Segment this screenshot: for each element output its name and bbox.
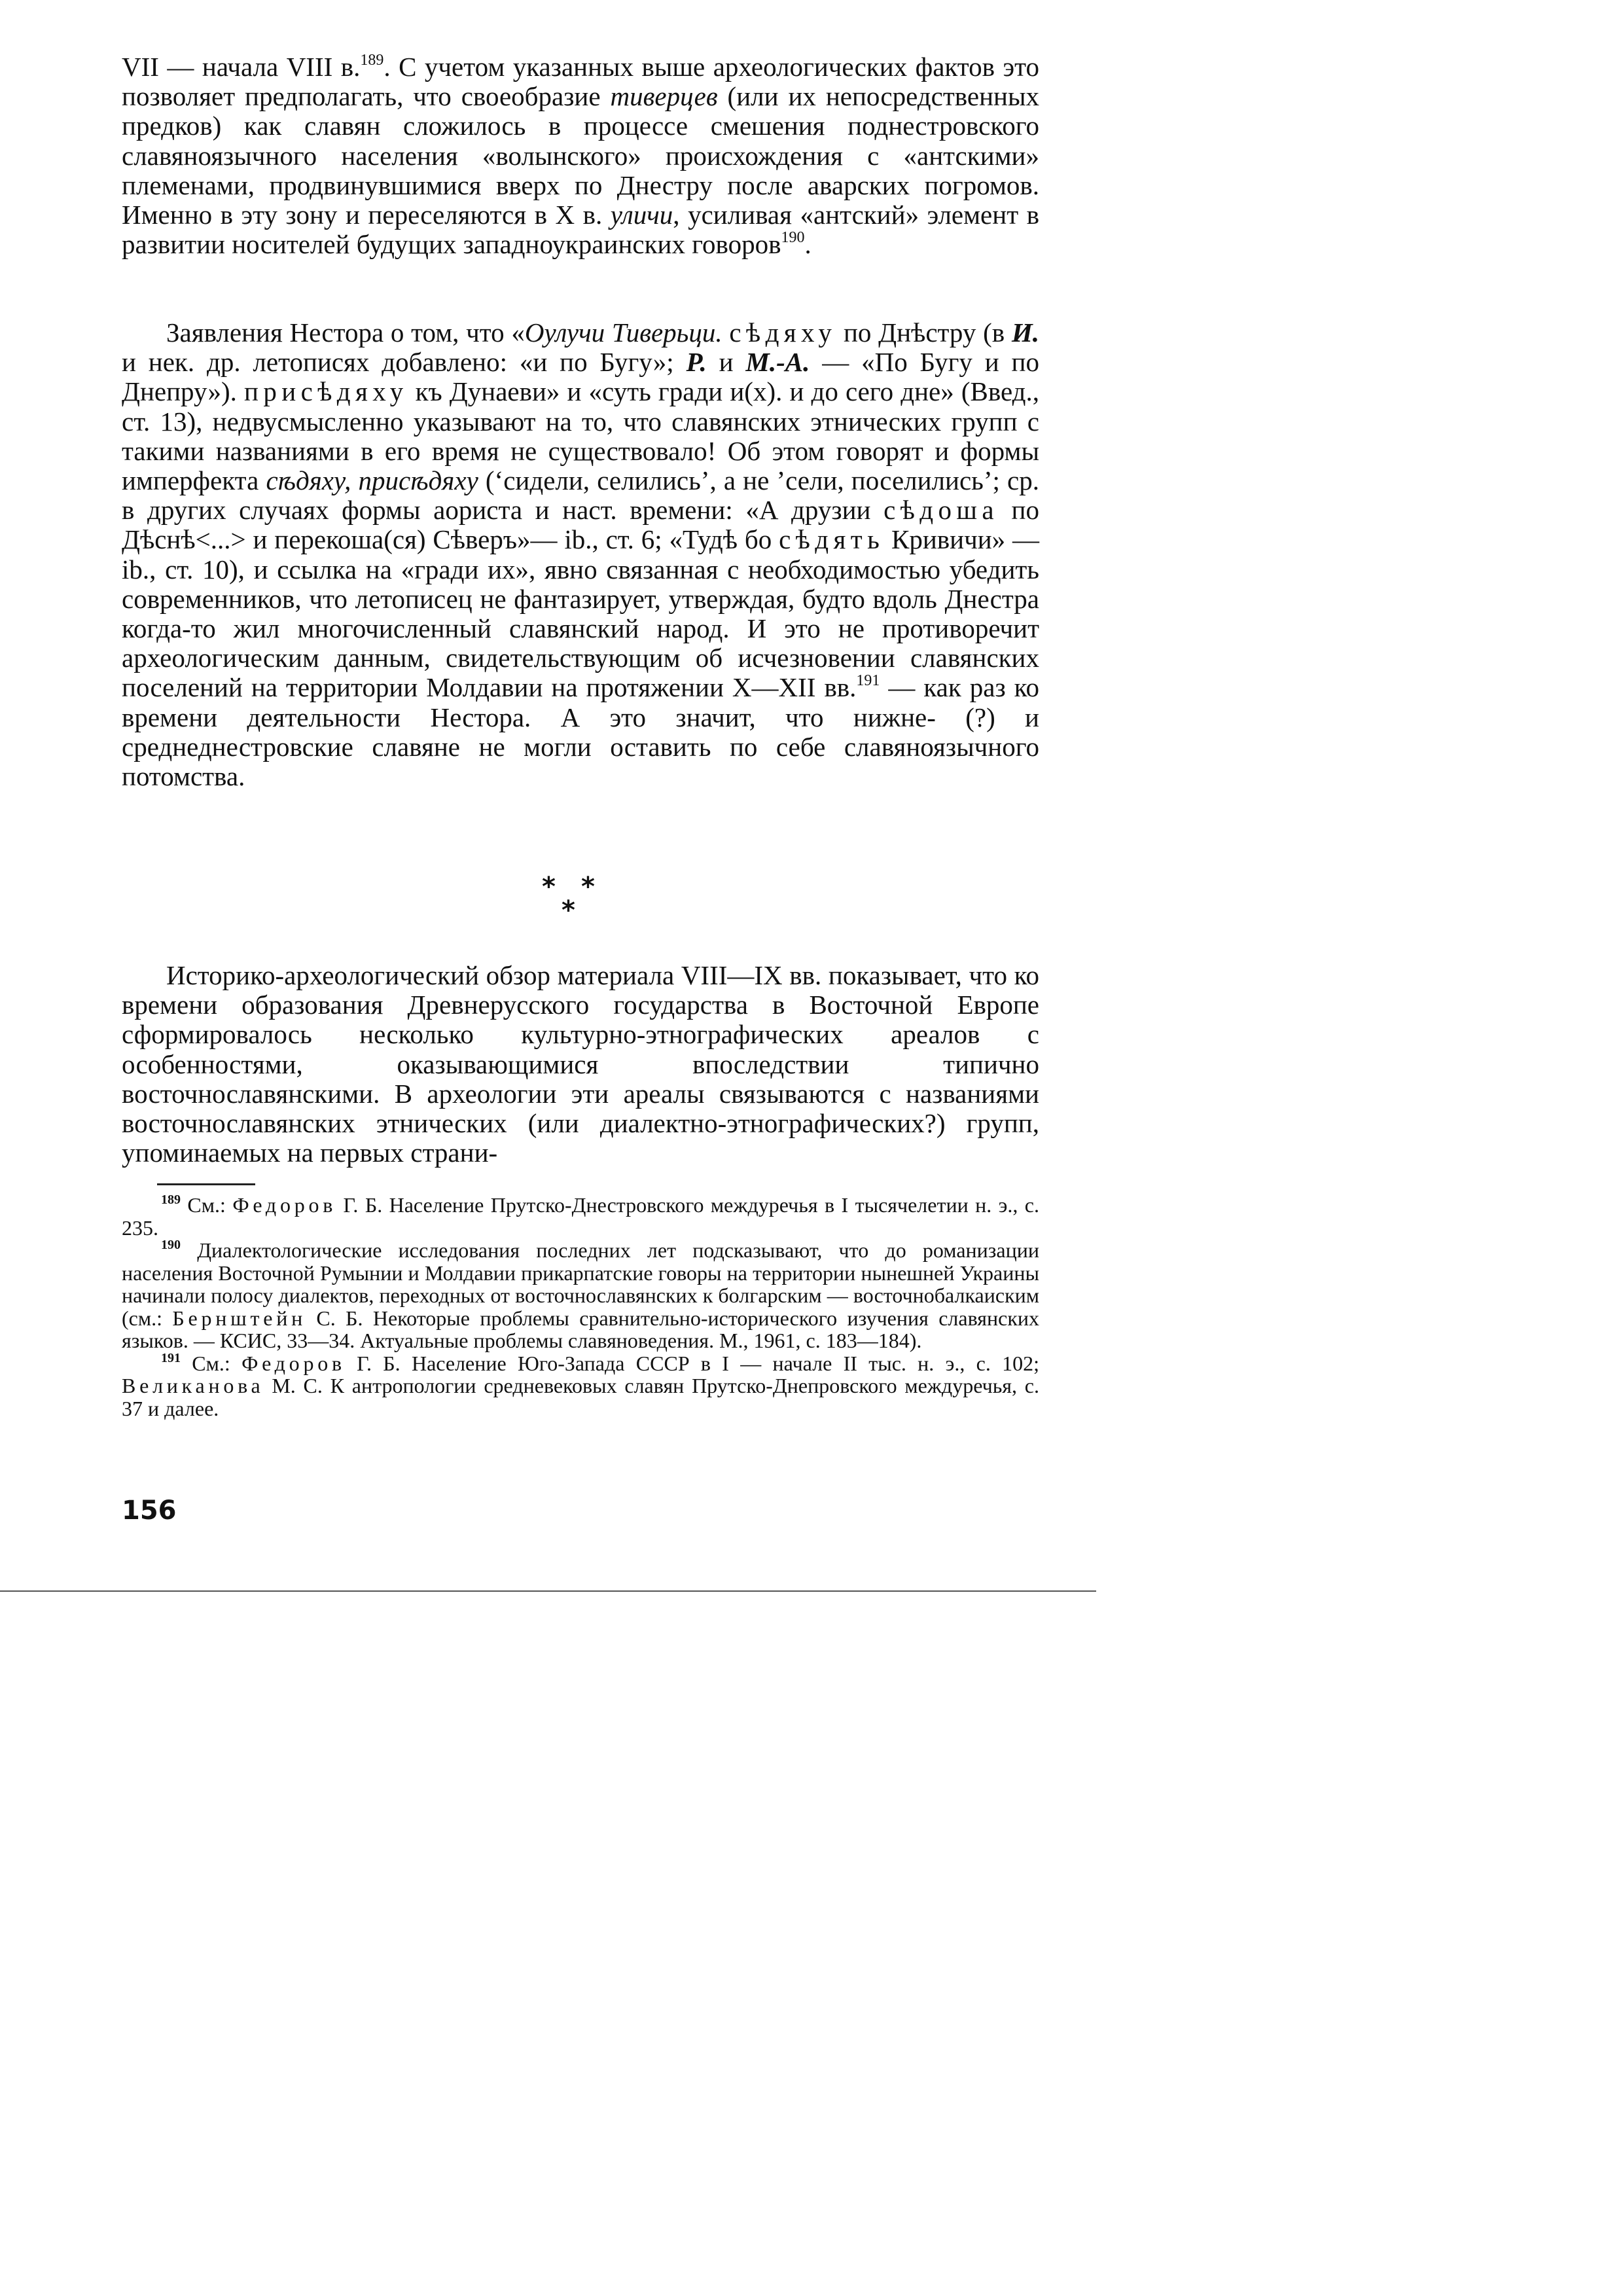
text-run: Г. Б. Население Прутско-Днестровского междуречья в I тысячелетии н. э., с. 235. bbox=[122, 1193, 1040, 1240]
chronicle-siglum: Р. bbox=[686, 347, 707, 378]
text-run: и bbox=[706, 347, 746, 378]
footnote-number: 189 bbox=[161, 1193, 181, 1207]
text-run: (или их непосредственных предков) как славян сложилось в процессе смешения поднестровского славяноязычного населения «волынского» происхождения с «антскими» племенами, продвинувшимися вверх по Днестру после аварских погромов. Именно в эту зону и переселяются в Х в. bbox=[122, 81, 1039, 230]
text-run: VII — начала VIII в. bbox=[122, 52, 361, 82]
chronicle-quote: Оулучи Тиверьци. bbox=[524, 317, 722, 348]
footnote-ref-190[interactable]: 190 bbox=[781, 229, 805, 247]
ethnonym-tivertsy: тиверцев bbox=[610, 81, 718, 112]
paragraph-2 bbox=[122, 318, 1039, 791]
text-run: . bbox=[804, 229, 812, 260]
spaced-word: сѣдяху bbox=[729, 317, 837, 348]
spaced-word: сѣдять bbox=[779, 524, 885, 555]
section-separator-asterisks bbox=[524, 874, 602, 926]
imperfect-forms: сѣдяху, присѣдяху bbox=[266, 465, 478, 496]
text-run: по Днѣстру (в bbox=[836, 317, 1012, 348]
footnote-ref-191[interactable]: 191 bbox=[856, 672, 880, 690]
chronicle-siglum: М.-А. bbox=[745, 347, 810, 378]
asterisk: * bbox=[542, 872, 556, 902]
spaced-word: сѣдоша bbox=[883, 495, 999, 526]
text-run: , усиливая «антский» элемент в развитии носителей будущих западноукраинских говоров bbox=[122, 200, 1039, 260]
text-run: къ Дунаеви» и «суть гради и(х). и до сего дне» (Введ., ст. 13), недвусмысленно указывают на то, что славянских этнических групп с такими названиями в его время не существовало! Об этом говорят и формы имперфекта bbox=[122, 376, 1039, 496]
footnote-191 bbox=[122, 1352, 1039, 1420]
author-name: Федоров bbox=[232, 1193, 337, 1217]
page-number: 156 bbox=[122, 1496, 177, 1526]
footnote-190 bbox=[122, 1239, 1039, 1352]
text-run: Кривичи» — ib., ст. 10), и ссылка на «гради их», явно связанная с необходимостью убедить современников, что летописец не фантазирует, утверждая, будто вдоль Днестра когда-то жил многочисленный славянский народ. И это не противоречит археологическим данным, свидетельствующим об исчезновении славянских поселений на территории Молдавии на протяжении X—XII вв. bbox=[122, 524, 1039, 703]
paragraph-1 bbox=[122, 52, 1039, 259]
text-run: Историко-археологический обзор материала VIII—IX вв. показывает, что ко времени образования Древнерусского государства в Восточной Европе сформировалось несколько культурно-этнографических ареалов с особенностями, оказывающимися впоследствии типично восточнославянскими. В археологии эти ареалы связываются с названиями восточнославянских этнических (или диалектно-этнографических?) групп, упоминаемых на первых страни- bbox=[122, 960, 1039, 1168]
ethnonym-ulichi: уличи bbox=[610, 200, 673, 230]
text-run: и нек. др. летописях добавлено: «и по Бугу»; bbox=[122, 347, 687, 378]
asterisk: * bbox=[562, 895, 575, 925]
asterisk: * bbox=[581, 872, 595, 902]
footnote-number: 190 bbox=[161, 1238, 181, 1252]
text-run: — как раз ко времени деятельности Нестора. А это значит, что нижне- (?) и среднеднестровские славяне не могли оставить по себе славяноязычного потомства. bbox=[122, 672, 1040, 792]
footnote-ref-189[interactable]: 189 bbox=[360, 52, 384, 69]
footnote-189 bbox=[122, 1194, 1039, 1239]
text-run: — «По Бугу и по Днепру»). bbox=[122, 347, 1039, 407]
text-run: . С учетом указанных выше археологических фактов это позволяет предполагать, что своеобразие bbox=[122, 52, 1039, 112]
footnote-divider bbox=[157, 1183, 255, 1185]
chronicle-siglum: И. bbox=[1011, 317, 1040, 348]
scan-edge-line bbox=[0, 1590, 1096, 1592]
author-name: Федоров bbox=[241, 1351, 346, 1375]
text-run: Диалектологические исследования последних лет подсказывают, что до романизации населения Восточной Румынии и Молдавии прикарпатские говоры на территории нынешней Украины начинали полосу диалектов, переходных от восточнославянских к болгарским — восточнобалкаиским (см.: bbox=[122, 1238, 1039, 1330]
footnotes bbox=[122, 1194, 1039, 1420]
text-run: См.: bbox=[181, 1351, 242, 1375]
text-run: Г. Б. Население Юго-Запада СССР в I — начале II тыс. н. э., с. 102; bbox=[345, 1351, 1040, 1375]
author-name: Великанова bbox=[122, 1374, 264, 1397]
author-name: Бернштейн bbox=[172, 1306, 307, 1330]
text-run: Заявления Нестора о том, что « bbox=[166, 317, 525, 348]
paragraph-3 bbox=[122, 961, 1039, 1168]
text-run: См.: bbox=[181, 1193, 233, 1217]
text-run: С. Б. Некоторые проблемы сравнительно-исторического изучения славянских языков. — КСИС, 33—34. Актуальные проблемы славяноведения. М., 1961, с. 183—184). bbox=[122, 1306, 1040, 1352]
text-run: М. С. К антропологии средневековых славян Прутско-Днепровского междуречья, с. 37 и далее. bbox=[122, 1374, 1039, 1420]
spaced-word: присѣдяху bbox=[244, 376, 408, 407]
text-run: (‘сидели, селились’, а не ’сели, поселились’; ср. в других случаях формы аориста и наст. времени: «А друзии bbox=[122, 465, 1039, 526]
text-run: по Дѣснѣ<...> и перекоша(ся) Сѣверъ»— ib., ст. 6; «Тудѣ бо bbox=[122, 495, 1039, 555]
footnote-number: 191 bbox=[161, 1350, 181, 1365]
